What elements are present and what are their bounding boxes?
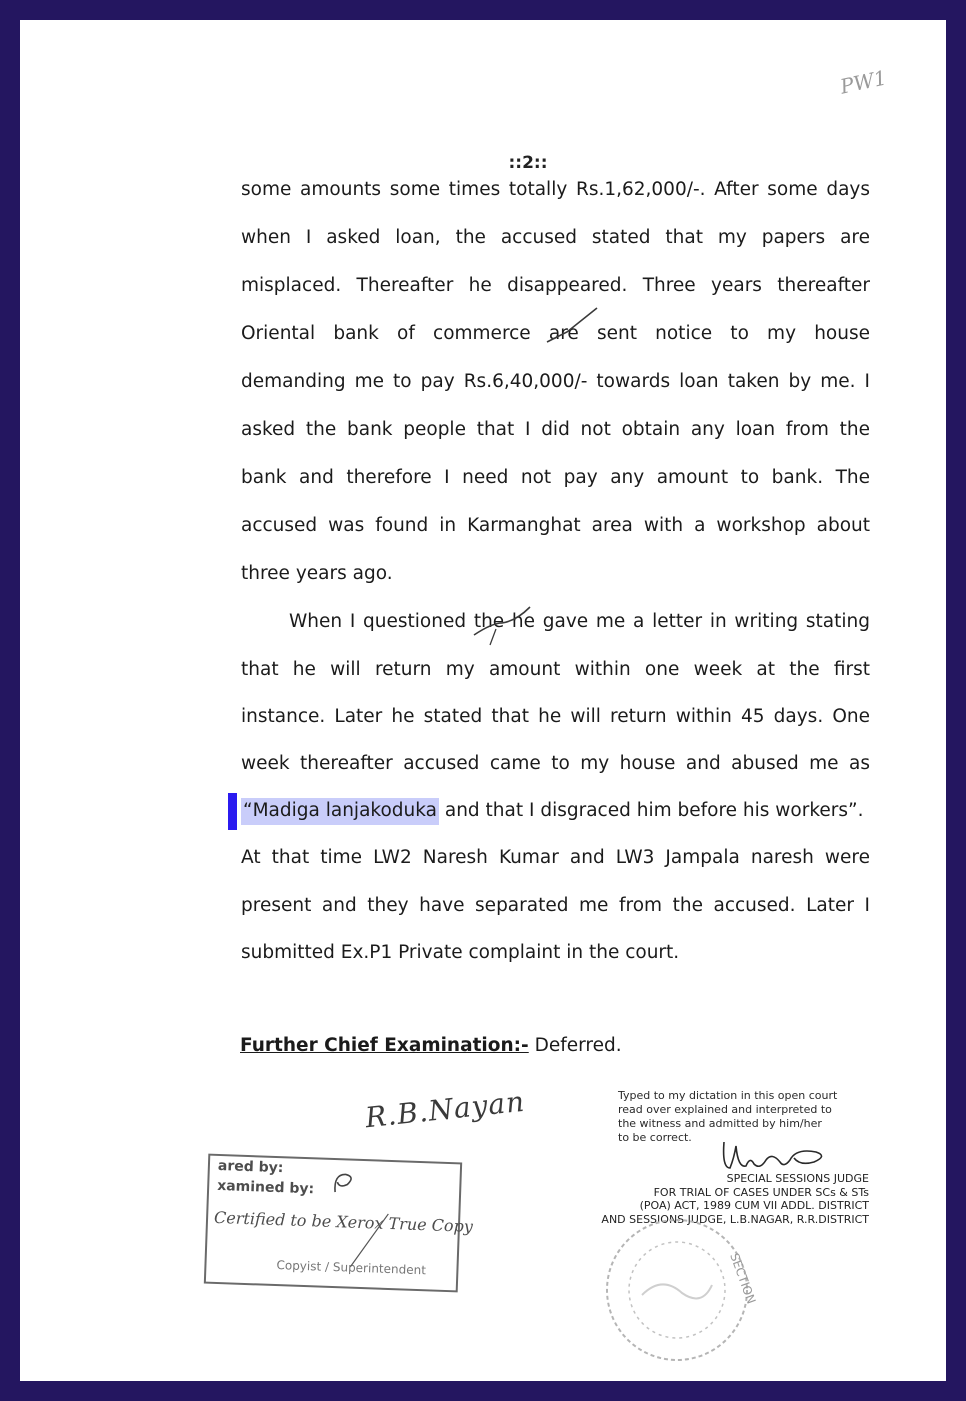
text-line: three years ago.: [241, 563, 393, 584]
stamp-prepared-by: ared by:: [217, 1157, 284, 1177]
text-line: At that time LW2 Naresh Kumar and LW3 Jampala naresh were: [241, 847, 870, 868]
judge-line: FOR TRIAL OF CASES UNDER SCs & STs: [653, 1185, 869, 1199]
dictation-line: the witness and admitted by him/her: [618, 1117, 822, 1130]
text-line: present and they have separated me from the accused. Later I: [241, 895, 870, 916]
highlight-cursor-bar: [228, 793, 237, 830]
handwritten-strike-mark: [545, 306, 601, 346]
certified-copy-stamp: [204, 1154, 474, 1293]
document-page: [20, 20, 946, 1381]
text-line: that he will return my amount within one week at the first: [241, 659, 870, 680]
stamp-copyist: Copyist / Superintendent: [276, 1258, 427, 1278]
page-number: ::2::: [508, 153, 548, 173]
judge-line: (POA) ACT, 1989 CUM VII ADDL. DISTRICT: [639, 1199, 869, 1212]
further-label: Further Chief Examination:-: [240, 1035, 529, 1056]
text-line: asked the bank people that I did not obtain any loan from the: [241, 419, 870, 440]
text-line-highlighted: [241, 799, 870, 823]
text-line-rest: and that I disgraced him before his workers”.: [438, 800, 864, 821]
dictation-note: [618, 1089, 837, 1145]
witness-signature: R.B.Nayan: [363, 1084, 527, 1135]
text-line: bank and therefore I need not pay any amount to bank. The: [241, 467, 870, 488]
further-chief-examination: [240, 1035, 622, 1056]
handwritten-strike-mark: [472, 603, 534, 647]
initials-mark: [346, 1211, 408, 1273]
text-line: when I asked loan, the accused stated that my papers are: [241, 227, 870, 248]
text-line: some amounts some times totally Rs.1,62,000/-. After some days: [241, 179, 870, 200]
text-line: instance. Later he stated that he will return within 45 days. One: [241, 706, 870, 727]
stamp-examined-by: xamined by:: [216, 1177, 315, 1198]
dictation-line: to be correct.: [618, 1131, 692, 1144]
corner-mark: PW1: [838, 65, 889, 99]
seal-text: SECTION: [727, 1251, 759, 1306]
court-seal: [602, 1215, 759, 1365]
text-line: submitted Ex.P1 Private complaint in the court.: [241, 942, 680, 963]
stamp-certified-text: Certified to be Xerox True Copy: [213, 1207, 474, 1236]
text-line: accused was found in Karmanghat area with a workshop about: [241, 515, 870, 536]
text-line: demanding me to pay Rs.6,40,000/- towards loan taken by me. I: [241, 371, 870, 392]
text-line: misplaced. Thereafter he disappeared. Three years thereafter: [241, 275, 870, 296]
text-line: week thereafter accused came to my house and abused me as: [241, 753, 870, 774]
dictation-line: read over explained and interpreted to: [618, 1103, 832, 1116]
initials-mark: [329, 1168, 360, 1199]
judge-line: AND SESSIONS JUDGE, L.B.NAGAR, R.R.DISTRICT: [601, 1212, 869, 1226]
text-line: When I questioned the he gave me a letter in writing stating: [289, 611, 870, 632]
judge-line: SPECIAL SESSIONS JUDGE: [726, 1172, 869, 1185]
further-value: Deferred.: [528, 1035, 622, 1056]
text-line: Oriental bank of commerce are sent notice to my house: [241, 323, 870, 344]
highlighted-text[interactable]: “Madiga lanjakoduka: [241, 798, 439, 825]
dictation-line: Typed to my dictation in this open court: [618, 1089, 838, 1102]
